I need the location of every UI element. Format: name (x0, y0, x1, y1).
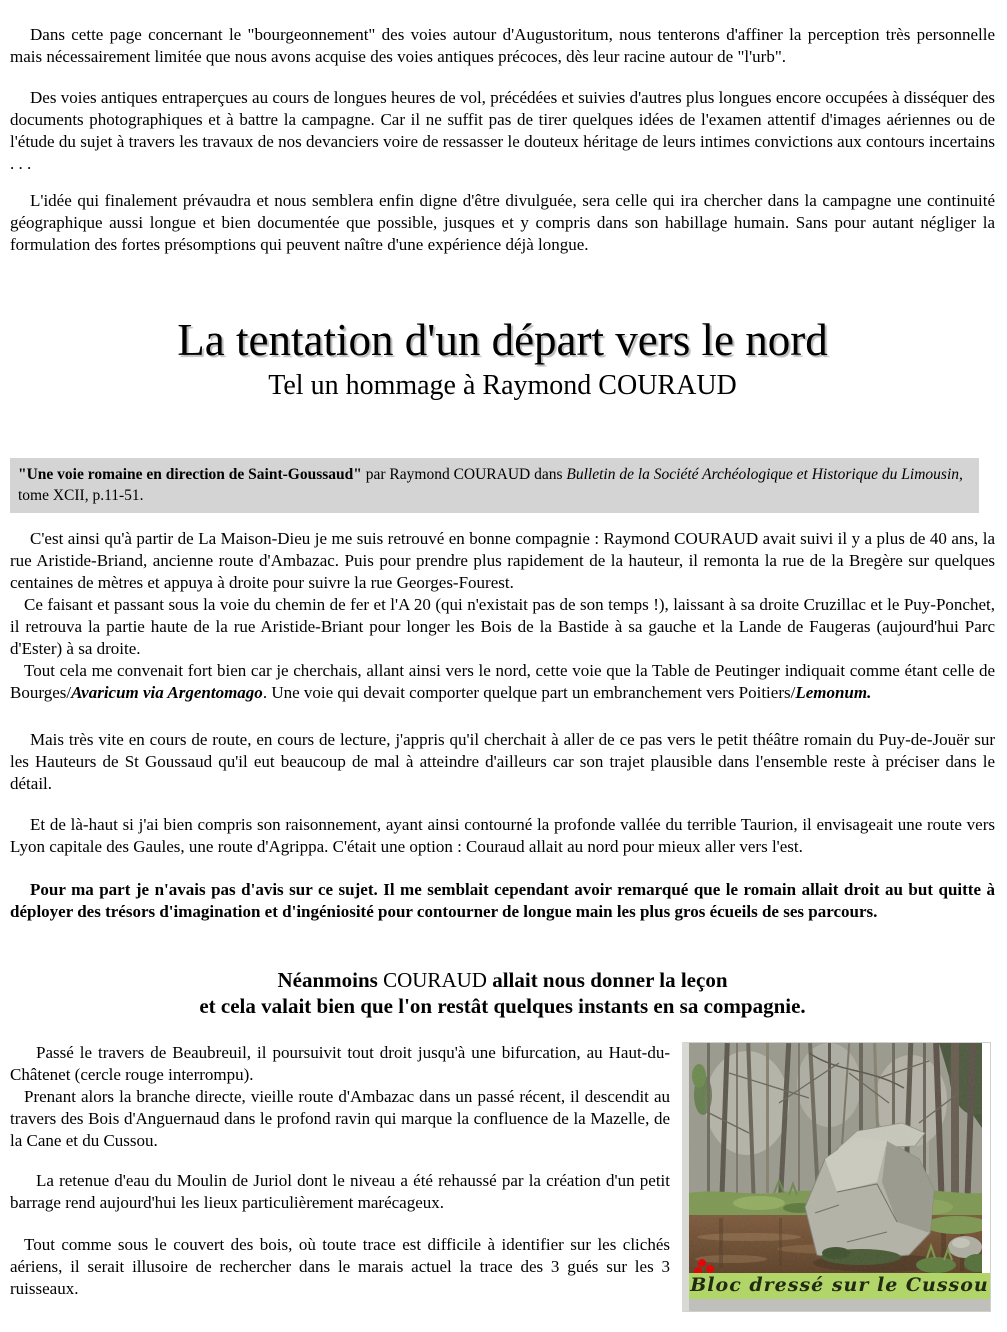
reference-author: par Raymond COURAUD dans (361, 466, 567, 483)
intro-paragraph: Dans cette page concernant le "bourgeonnement" des voies autour d'Augustoritum, nous tenterons d'affiner la perception très personnelle mais nécessairement limitée que nous avons acquise des voies antiques précoces, dès leur racine autour de "l'urb". (10, 25, 995, 66)
body-text: Tout cela me convenait fort bien car je cherchais, allant ainsi vers le nord, cette voie que la Table de Peutinger indiquait comme étant celle de Bourges/ (10, 661, 995, 702)
reference-pages: tome XCII, p.11-51. (18, 487, 144, 504)
cussou-stone-photo (689, 1043, 982, 1273)
couraud-name: COURAUD (383, 968, 487, 992)
photo-frame-strip (689, 1299, 990, 1311)
center-statement (10, 967, 995, 1019)
page-title: La tentation d'un départ vers le nord (177, 315, 828, 365)
article (10, 24, 995, 1312)
bottom-paragraph: Tout comme sous le couvert des bois, où toute trace est difficile à identifier sur les clichés aériens, il serait illusoire de rechercher dans le marais actuel la trace des 3 gués sur les 3 ruisseaux. (10, 1235, 670, 1298)
bottom-paragraph: Passé le travers de Beaubreuil, il poursuivit tout droit jusqu'à une bifurcation, au Haut-du-Châtenet (cercle rouge interrompu). (10, 1043, 670, 1084)
reference-work: Bulletin de la Société Archéologique et Historique du Limousin, (566, 466, 963, 483)
bottom-paragraph: Prenant alors la branche directe, vieille route d'Ambazac dans un passé récent, il descendit au travers des Bois d'Anguernaud dans le profond ravin qui marque la confluence de la Mazelle, de la Cane et du Cussou. (10, 1087, 670, 1150)
photo-block (682, 1042, 991, 1312)
reference-box (10, 458, 979, 513)
body-paragraph: Ce faisant et passant sous la voie du chemin de fer et l'A 20 (qui n'existait pas de son temps !), laissant à sa droite Cruzillac et le Puy-Ponchet, il retrouva la partie haute de la rue Aristide-Briant pour longer les Bois de la Bastide à sa gauche et la Lande de Faugeras (aujourd'hui Parc d'Ester) à sa droite. (10, 595, 995, 658)
center-statement-line: et cela valait bien que l'on restât quelques instants en sa compagnie. (199, 994, 806, 1018)
body-paragraph (10, 660, 995, 704)
bottom-section (10, 1042, 995, 1312)
reference-title: "Une voie romaine en direction de Saint-Goussaud" (18, 466, 362, 483)
latin-road-name: Lemonum. (795, 683, 872, 702)
page-subtitle: Tel un hommage à Raymond COURAUD (268, 370, 737, 401)
body-paragraph: Et de là-haut si j'ai bien compris son raisonnement, ayant ainsi contourné la profonde vallée du terrible Taurion, il envisageait une route vers Lyon capitale des Gaules, une route d'Agrippa. C'était une option : Couraud allait au nord pour mieux aller vers l'est. (10, 815, 995, 856)
latin-road-name: Avaricum via Argentomago (71, 683, 263, 702)
photo-caption: Bloc dressé sur le Cussou (689, 1273, 990, 1299)
body-text: . Une voie qui devait comporter quelque part un embranchement vers Poitiers/ (262, 683, 796, 702)
body-paragraph: Mais très vite en cours de route, en cours de lecture, j'appris qu'il cherchait à aller de ce pas vers le petit théâtre romain du Puy-de-Jouër sur les Hauteurs de St Goussaud qu'il eut beaucoup de mal à atteindre d'ailleurs car son trajet plausible dans l'ensemble reste à préciser dans le détail. (10, 730, 995, 793)
center-text: allait nous donner la leçon (486, 968, 728, 992)
body-paragraph-bold: Pour ma part je n'avais pas d'avis sur ce sujet. Il me semblait cependant avoir remarqué que le romain allait droit au but quitte à déployer des trésors d'imagination et d'ingéniosité pour contourner de longue main les plus gros écueils de ses parcours. (10, 880, 995, 921)
body-paragraph: C'est ainsi qu'à partir de La Maison-Dieu je me suis retrouvé en bonne compagnie : Raymond COURAUD avait suivi il y a plus de 40 ans, la rue Aristide-Briand, ancienne route d'Ambazac. Puis pour prendre plus rapidement de la hauteur, il remonta la rue de la Bregère sur quelques centaines de mètres et appuya à droite pour suivre la rue Georges-Fourest. (10, 529, 995, 592)
bottom-paragraph: La retenue d'eau du Moulin de Juriol dont le niveau a été rehaussé par la création d'un petit barrage rend aujourd'hui les lieux particulièrement marécageux. (10, 1171, 670, 1212)
intro-paragraph: L'idée qui finalement prévaudra et nous semblera enfin digne d'être divulguée, sera celle qui ira chercher dans la campagne une continuité géographique aussi longue et bien documentée que possible, jusques et y compris dans son habillage humain. Sans pour autant négliger la formulation des fortes présomptions qui peuvent naître d'une expérience déjà longue. (10, 191, 995, 254)
center-text: Néanmoins (277, 968, 384, 992)
intro-paragraph: Des voies antiques entraperçues au cours de longues heures de vol, précédées et suivies d'autres plus longues encore occupées à disséquer des documents photographiques et à battre la campagne. Car il ne suffit pas de tirer quelques idées de l'examen attentif d'images aériennes ou de l'étude du sujet à travers les travaux de nos devanciers voire de ressasser le douteux héritage de leurs intimes convictions aux contours incertains . . . (10, 88, 995, 173)
center-statement-line (10, 967, 995, 993)
